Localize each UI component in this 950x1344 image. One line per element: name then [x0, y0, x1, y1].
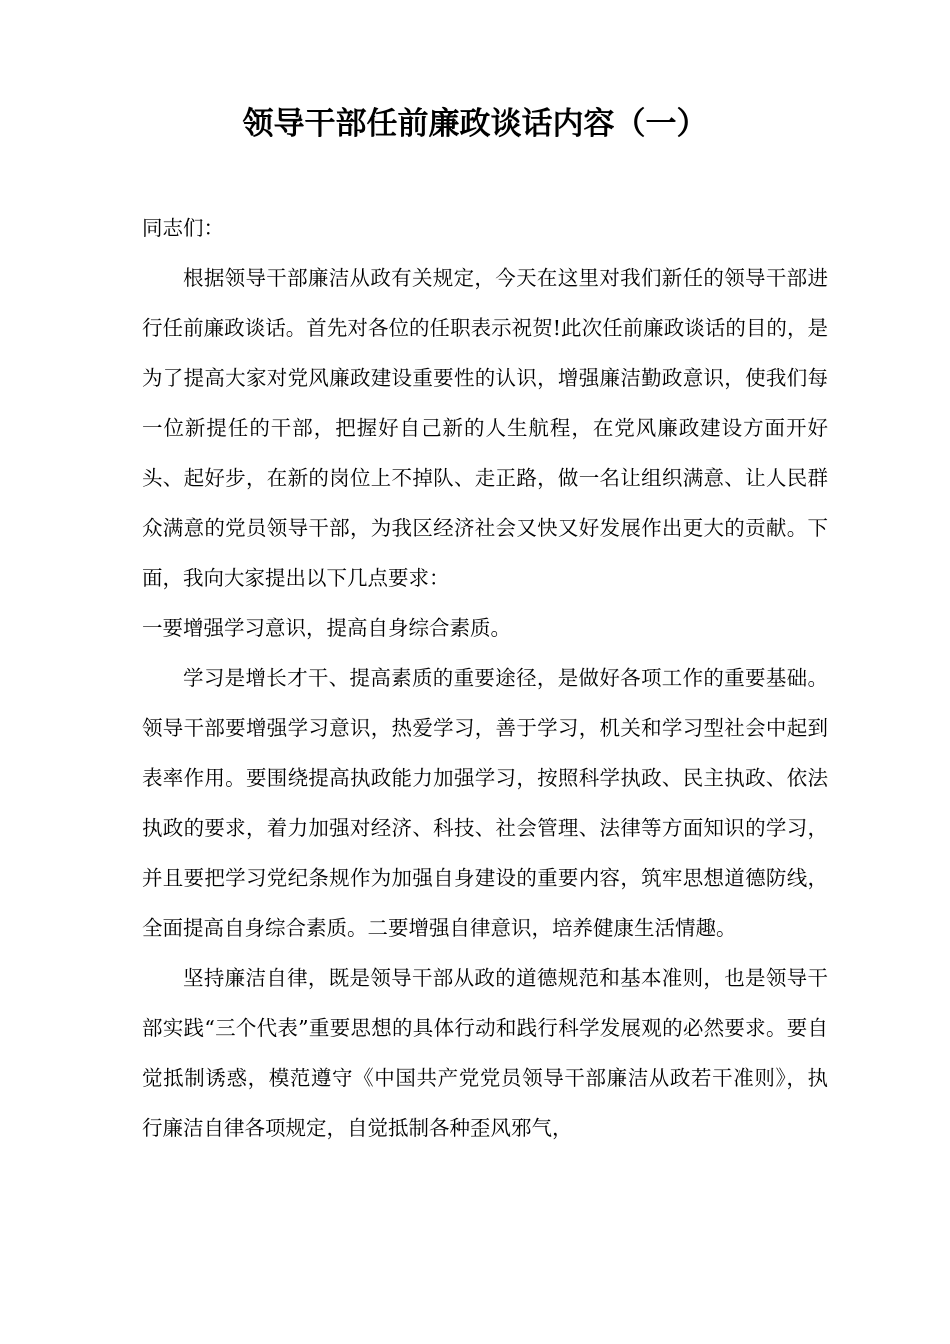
paragraph-intro: 根据领导干部廉洁从政有关规定，今天在这里对我们新任的领导干部进行任前廉政谈话。首先对各位的任职表示祝贺!此次任前廉政谈话的目的，是为了提高大家对党风廉政建设重要性的认识，增强廉洁勤政意识，使我们每一位新提任的干部，把握好自己新的人生航程，在党风廉政建设方面开好头、起好步，在新的岗位上不掉队、走正路，做一名让组织满意、让人民群众满意的党员领导干部，为我区经济社会又快又好发展作出更大的贡献。下面，我向大家提出以下几点要求：: [142, 266, 828, 590]
salutation: 同志们：: [142, 216, 224, 240]
paragraph-learning: 学习是增长才干、提高素质的重要途径，是做好各项工作的重要基础。领导干部要增强学习意识，热爱学习，善于学习，机关和学习型社会中起到表率作用。要围绕提高执政能力加强学习，按照科学执政、民主执政、依法执政的要求，着力加强对经济、科技、社会管理、法律等方面知识的学习，并且要把学习党纪条规作为加强自身建设的重要内容，筑牢思想道德防线，全面提高自身综合素质。二要增强自律意识，培养健康生活情趣。: [142, 666, 828, 940]
paragraph-self-discipline: 坚持廉洁自律，既是领导干部从政的道德规范和基本准则，也是领导干部实践“三个代表”重要思想的具体行动和践行科学发展观的必然要求。要自觉抵制诱惑，模范遵守《中国共产党党员领导干部廉洁从政若干准则》，执行廉洁自律各项规定，自觉抵制各种歪风邪气，: [142, 966, 828, 1140]
document-title: 领导干部任前廉政谈话内容（一）: [242, 106, 708, 142]
document-body: [142, 253, 828, 1153]
paragraph-requirement-one: 一要增强学习意识，提高自身综合素质。: [142, 616, 511, 640]
